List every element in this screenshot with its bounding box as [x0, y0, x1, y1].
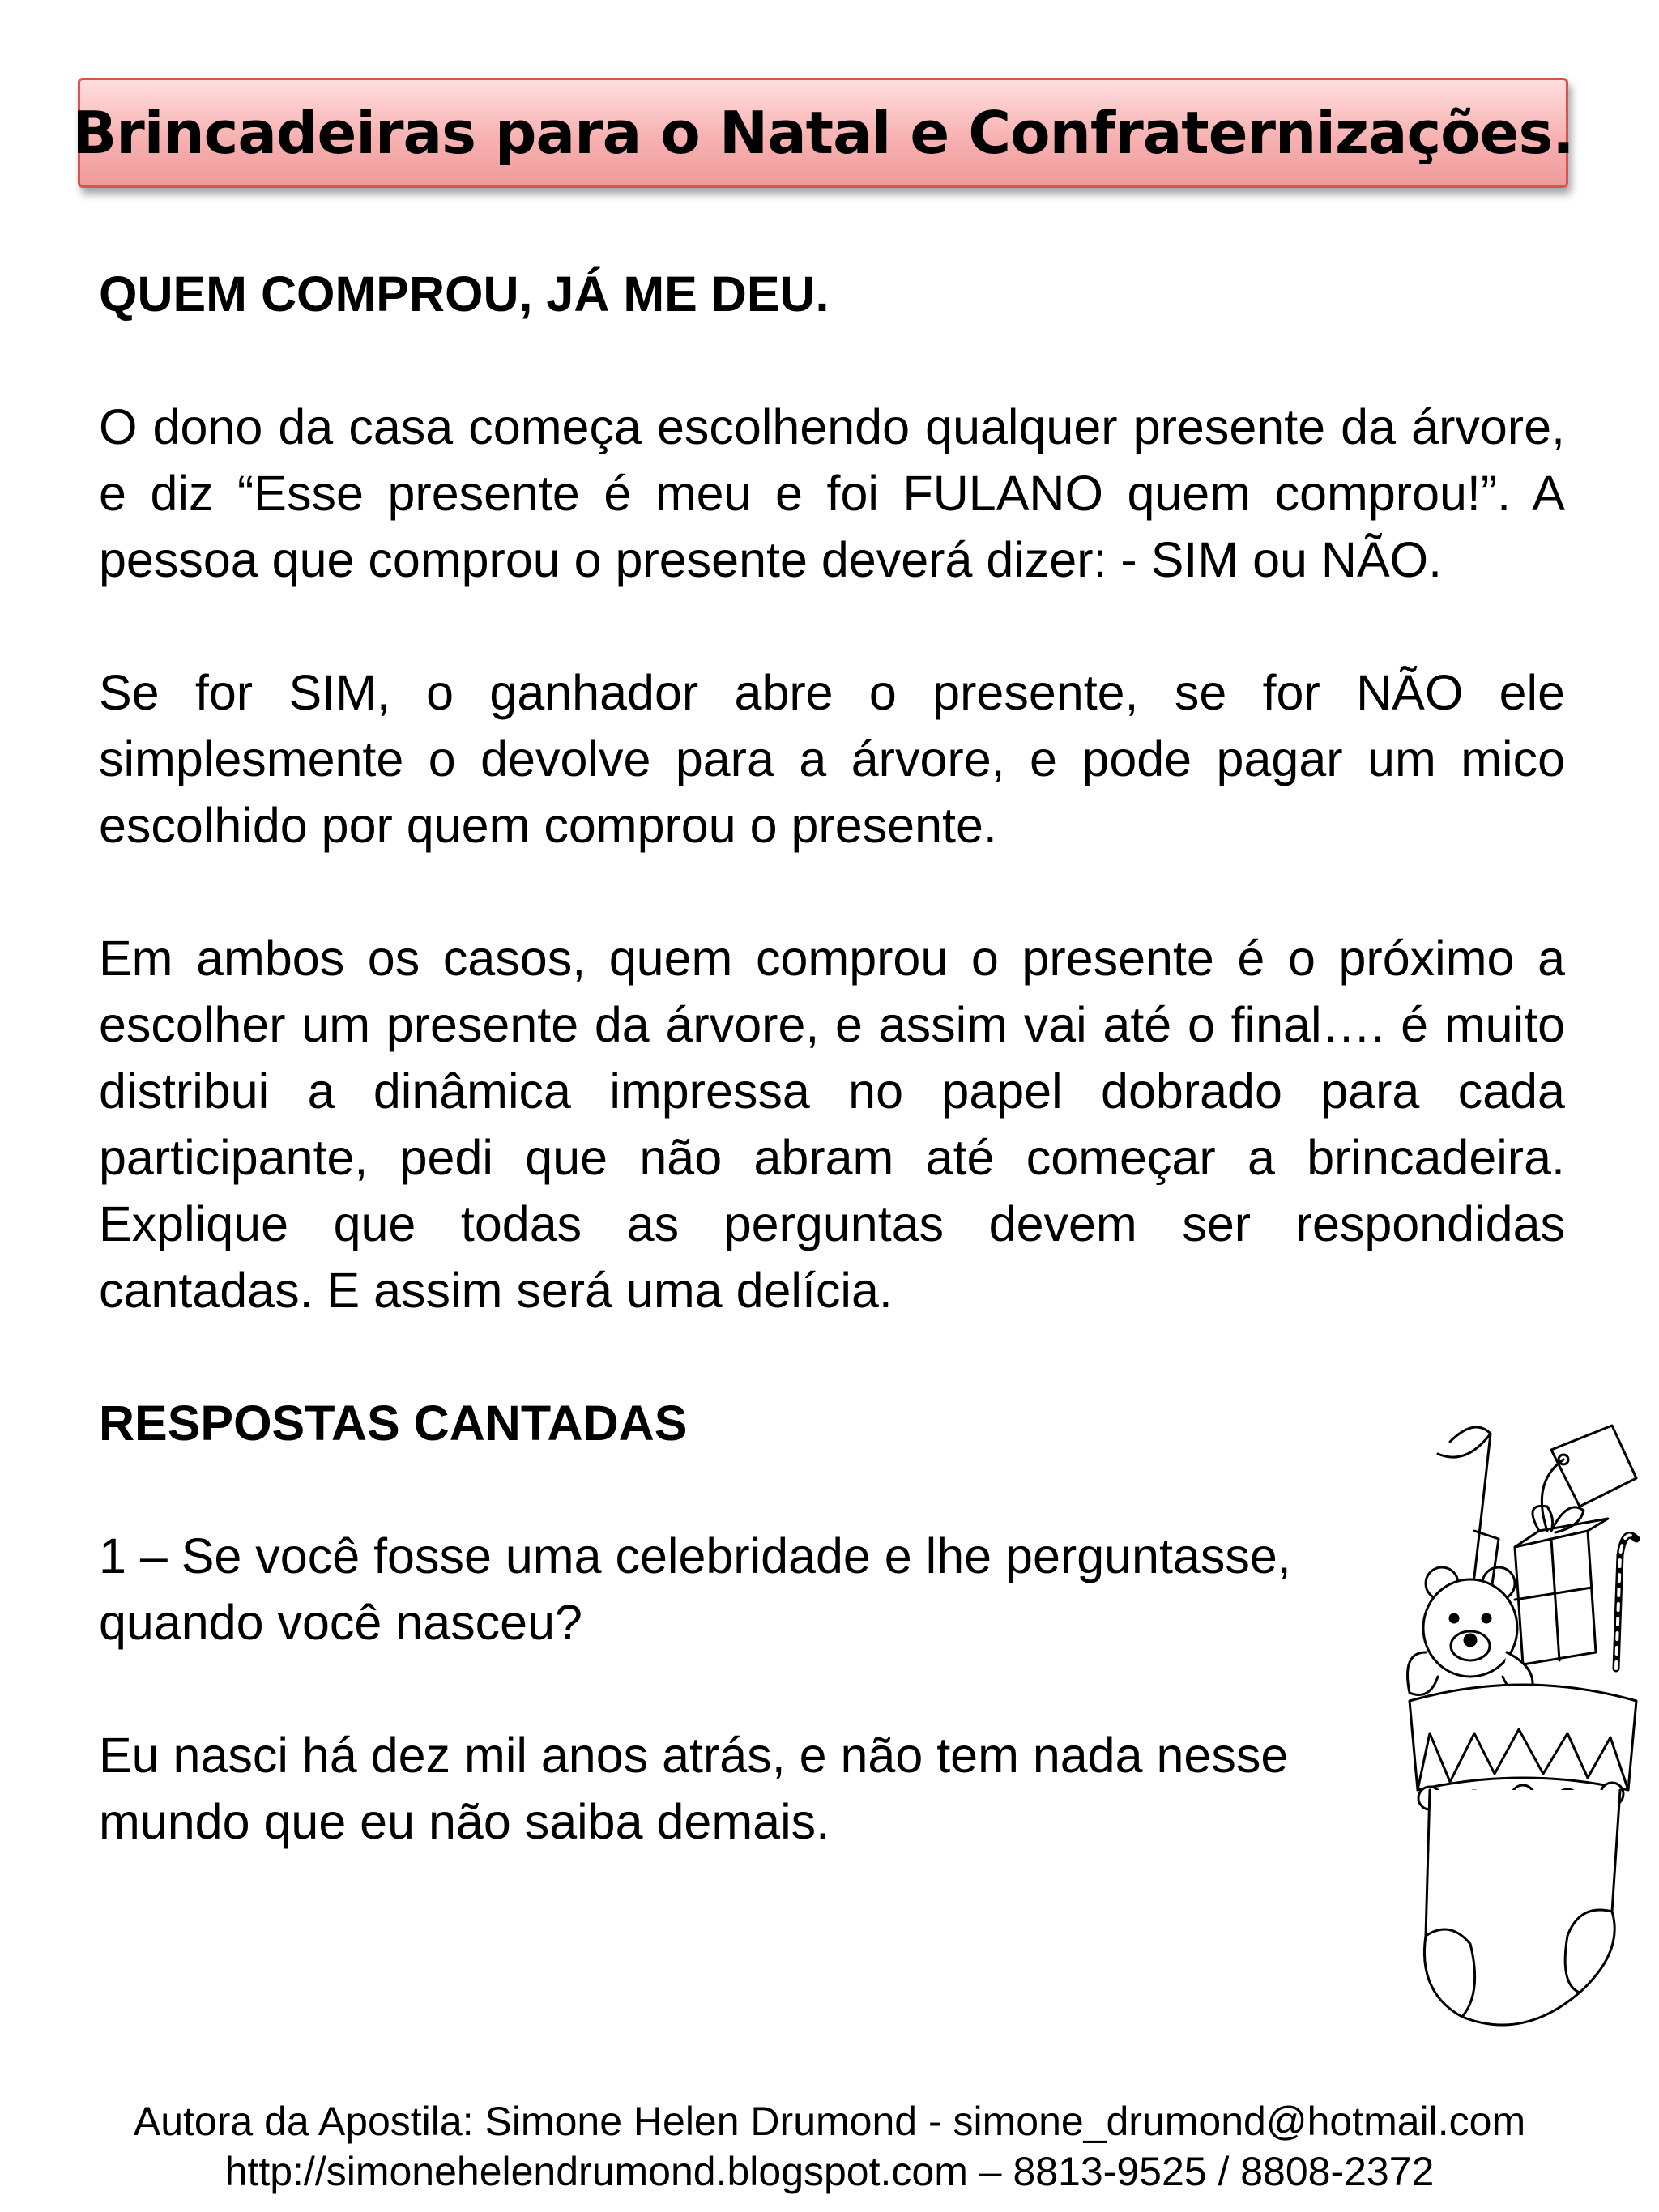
- footer-author-line: Autora da Apostila: Simone Helen Drumond - simone_drumond@hotmail.com: [133, 2099, 1526, 2144]
- answer-1: Eu nasci há dez mil anos atrás, e não tem nada nesse mundo que eu não saiba demais.: [99, 1728, 1289, 1849]
- christmas-stocking-icon: [1393, 1409, 1644, 2041]
- question-1: 1 – Se você fosse uma celebridade e lhe perguntasse, quando você nasceu?: [99, 1528, 1291, 1650]
- paragraph-2: Se for SIM, o ganhador abre o presente, se for NÃO ele simplesmente o devolve para a árvore, e pode pagar um mico escolhido por quem comprou o presente.: [99, 665, 1565, 853]
- paragraph-1: O dono da casa começa escolhendo qualquer presente da árvore, e diz “Esse presente é meu e foi FULANO quem comprou!”. A pessoa que comprou o presente deverá dizer: - SIM ou NÃO.: [99, 399, 1565, 587]
- document-body: [99, 261, 1565, 1921]
- section-heading-quem-comprou: QUEM COMPROU, JÁ ME DEU.: [99, 266, 830, 322]
- page-title: Brincadeiras para o Natal e Confraternizações.: [72, 99, 1574, 167]
- footer-contact-line: http://simonehelendrumond.blogspot.com – 8813-9525 / 8808-2372: [224, 2149, 1435, 2194]
- footer: [0, 2096, 1659, 2197]
- section-heading-respostas: RESPOSTAS CANTADAS: [99, 1396, 688, 1451]
- paragraph-3: Em ambos os casos, quem comprou o presente é o próximo a escolher um presente da árvore, e assim vai até o final…. é muito distribui a dinâmica impressa no papel dobrado para cada participante, pedi que não abram até começar a brincadeira. Explique que todas as perguntas devem ser respondidas cantadas. E assim será uma delícia.: [99, 931, 1565, 1318]
- title-banner: [72, 78, 1574, 188]
